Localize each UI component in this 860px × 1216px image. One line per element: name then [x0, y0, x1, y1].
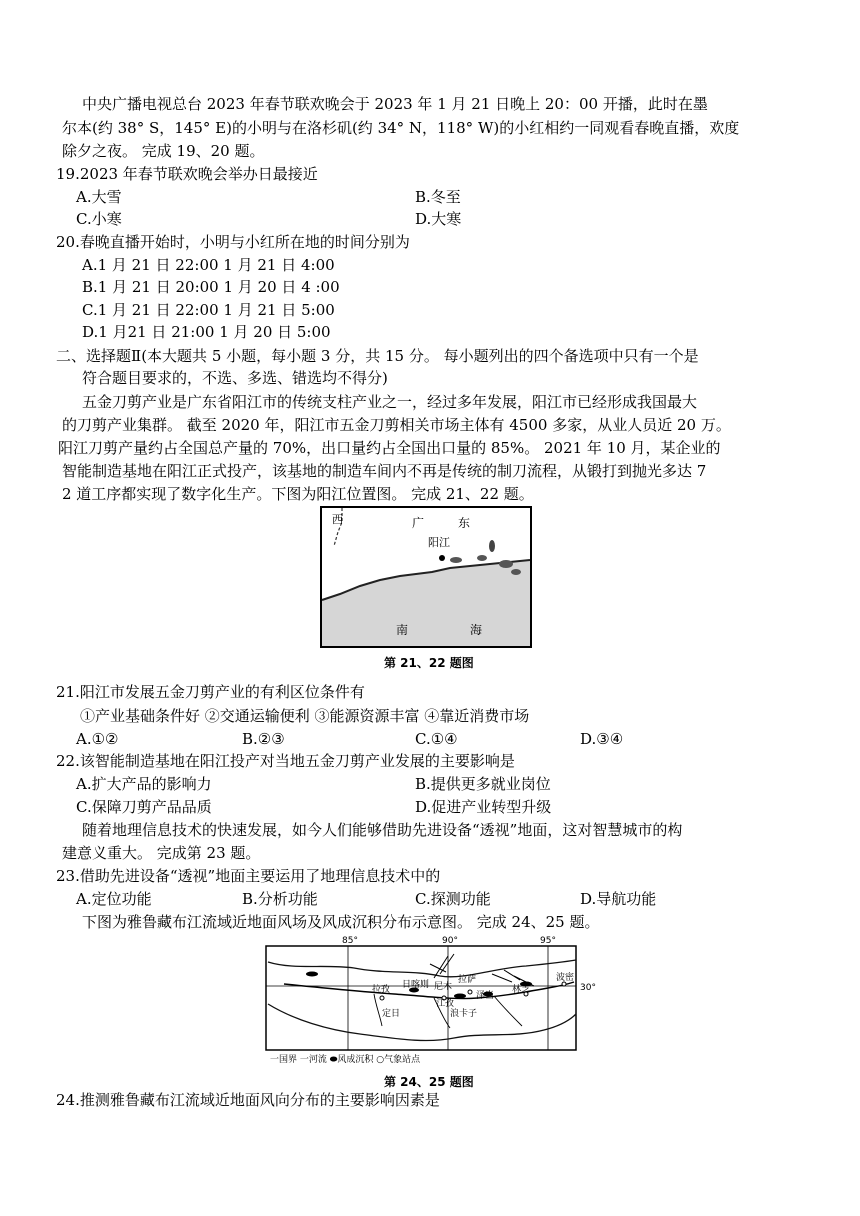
intro-21-line-3: 阳江刀剪产量约占全国总产量的 70%，出口量约占全国出口量的 85%。 2021 年 10 月，某企业的	[58, 439, 721, 457]
map1-label-nan: 南	[396, 623, 409, 637]
q22-option-d: D.促进产业转型升级	[415, 798, 552, 816]
intro-23-line-1: 随着地理信息技术的快速发展，如今人们能够借助先进设备“透视”地面，这对智慧城市的构	[82, 821, 683, 839]
map1-label-west: 西	[332, 513, 343, 526]
question-20-stem: 20.春晚直播开始时，小明与小红所在地的时间分别为	[56, 233, 410, 251]
question-21-stem: 21.阳江市发展五金刀剪产业的有利区位条件有	[56, 683, 365, 701]
yangjiang-map-svg	[320, 506, 532, 648]
intro-19-line-1: 中央广播电视总台 2023 年春节联欢晚会于 2023 年 1 月 21 日晚上 20：00 开播，此时在墨	[82, 95, 708, 113]
q23-option-a: A.定位功能	[76, 890, 152, 908]
q21-option-a: A.①②	[76, 730, 119, 748]
q21-statements: ①产业基础条件好 ②交通运输便利 ③能源资源丰富 ④靠近消费市场	[80, 707, 530, 725]
intro-21-line-5: 2 道工序都实现了数字化生产。下图为阳江位置图。 完成 21、22 题。	[62, 485, 534, 503]
map2-label-bomi: 波密	[556, 973, 575, 983]
map2-label-zedang: 泽当	[476, 991, 495, 1001]
q19-option-a: A.大雪	[76, 188, 122, 206]
q20-option-a: A.1 月 21 日 22:00 1 月 21 日 4:00	[82, 256, 335, 274]
q19-option-c: C.小寒	[76, 210, 122, 228]
intro-19-line-3: 除夕之夜。 完成 19、20 题。	[62, 142, 265, 160]
q21-option-b: B.②③	[242, 730, 285, 748]
intro-21-line-1: 五金刀剪产业是广东省阳江市的传统支柱产业之一，经过多年发展，阳江市已经形成我国最大	[82, 393, 698, 411]
map2-lon-90: 90°	[442, 936, 458, 946]
intro-21-line-4: 智能制造基地在阳江正式投产，该基地的制造车间内不再是传统的制刀流程，从锻打到抛光多达 7	[62, 462, 707, 480]
map2-lon-95: 95°	[540, 936, 556, 946]
intro-21-line-2: 的刀剪产业集群。 截至 2020 年，阳江市五金刀剪相关市场主体有 4500 多家，从业人员近 20 万。	[62, 416, 731, 434]
map2-caption: 第 24、25 题图	[384, 1075, 474, 1089]
yangjiang-location-map	[320, 506, 532, 648]
map2-lat-30: 30°	[580, 983, 596, 993]
q22-option-c: C.保障刀剪产品品质	[76, 798, 212, 816]
map2-lon-85: 85°	[342, 936, 358, 946]
map2-label-nimu: 尼木	[434, 982, 453, 992]
yarlung-wind-map	[264, 934, 604, 1070]
map2-label-rikaze: 日喀则	[402, 980, 430, 990]
q20-option-b: B.1 月 21 日 20:00 1 月 20 日 4 :00	[82, 278, 340, 296]
map2-label-linzhi: 林芝	[512, 985, 531, 995]
map2-legend: 一国界 一河流 ⬬风成沉积 ○气象站点	[270, 1055, 421, 1065]
map2-label-langkazi: 浪卡子	[450, 1009, 478, 1019]
intro-24-line-1: 下图为雅鲁藏布江流域近地面风场及风成沉积分布示意图。 完成 24、25 题。	[82, 913, 600, 931]
question-23-stem: 23.借助先进设备“透视”地面主要运用了地理信息技术中的	[56, 867, 441, 885]
q20-option-d: D.1 月21 日 21:00 1 月 20 日 5:00	[82, 323, 331, 341]
q23-option-b: B.分析功能	[242, 890, 318, 908]
section-2-line-1: 二、选择题Ⅱ(本大题共 5 小题，每小题 3 分，共 15 分。 每小题列出的四个备选项中只有一个是	[56, 347, 699, 365]
q22-option-b: B.提供更多就业岗位	[415, 775, 551, 793]
map1-label-hai: 海	[470, 623, 483, 637]
q21-option-d: D.③④	[580, 730, 624, 748]
map1-caption: 第 21、22 题图	[384, 656, 474, 670]
q22-option-a: A.扩大产品的影响力	[76, 775, 212, 793]
q23-option-c: C.探测功能	[415, 890, 491, 908]
question-22-stem: 22.该智能制造基地在阳江投产对当地五金刀剪产业发展的主要影响是	[56, 752, 515, 770]
intro-23-line-2: 建意义重大。 完成第 23 题。	[62, 844, 261, 862]
q23-option-d: D.导航功能	[580, 890, 657, 908]
q19-option-d: D.大寒	[415, 210, 462, 228]
question-19-stem: 19.2023 年春节联欢晚会举办日最接近	[56, 165, 318, 183]
q19-option-b: B.冬至	[415, 188, 461, 206]
yarlung-map-svg	[264, 934, 604, 1070]
map2-label-lazi: 拉孜	[372, 985, 391, 995]
question-24-stem: 24.推测雅鲁藏布江流域近地面风向分布的主要影响因素是	[56, 1091, 440, 1109]
map2-label-jiangzi: 江孜	[436, 999, 455, 1009]
map2-label-dingri: 定日	[382, 1009, 401, 1019]
map1-label-yangjiang: 阳江	[428, 536, 450, 549]
q20-option-c: C.1 月 21 日 22:00 1 月 21 日 5:00	[82, 301, 335, 319]
map1-label-dong: 东	[458, 516, 471, 530]
intro-19-line-2: 尔本(约 38° S，145° E)的小明与在洛杉矶(约 34° N，118° W)的小红相约一同观看春晚直播，欢度	[62, 119, 740, 137]
map2-label-lasa: 拉萨	[458, 975, 477, 985]
section-2-line-2: 符合题目要求的，不选、多选、错选均不得分)	[82, 369, 388, 387]
map1-label-guang: 广	[412, 516, 425, 530]
q21-option-c: C.①④	[415, 730, 458, 748]
